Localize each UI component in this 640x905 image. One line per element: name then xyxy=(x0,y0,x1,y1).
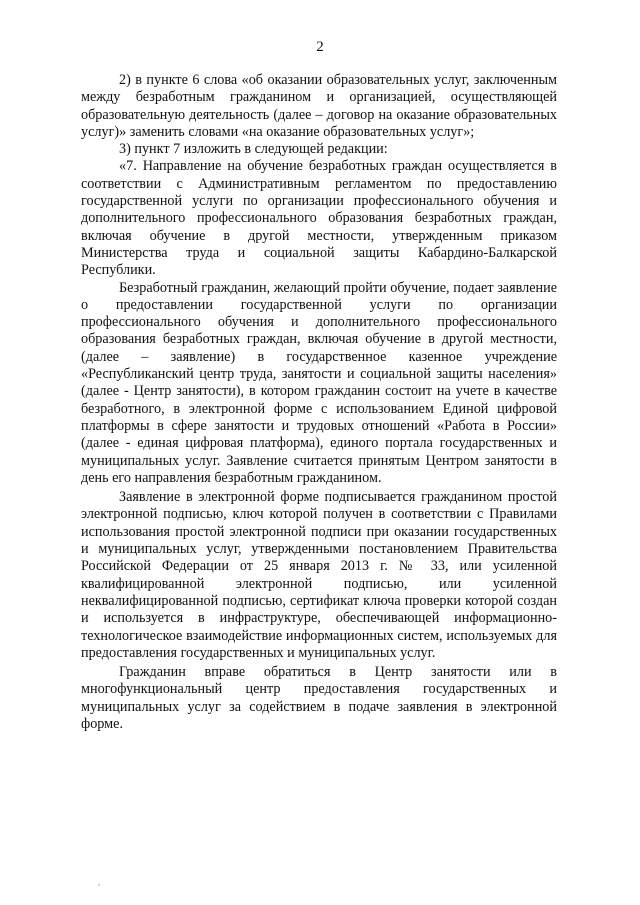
document-body xyxy=(81,72,557,733)
page-number: 2 xyxy=(316,39,324,55)
paragraph-application: Безработный гражданин, желающий пройти обучение, подает заявление о предоставлении государственной услуги по организации профессионального обучения и дополнительного профессионального образования безработных граждан, включая обучение в другой местности, (далее – заявление) в государственное казенное учреждение «Республиканский центр труда, занятости и социальной защиты населения» (далее - Центр занятости), в котором гражданин состоит на учете в качестве безработного, в электронной форме с использованием Единой цифровой платформы в сфере занятости и трудовых отношений «Работа в России» (далее - единая цифровая платформа), единого портала государственных и муниципальных услуг. Заявление считается принятым Центром занятости в день его направления безработным гражданином. xyxy=(81,279,557,486)
paragraph-mfc: Гражданин вправе обратиться в Центр занятости или в многофункциональный центр предоставления государственных и муниципальных услуг за содействием в подаче заявления в электронной форме. xyxy=(81,664,557,732)
scan-mark: , xyxy=(98,878,100,887)
paragraph-point-7: «7. Направление на обучение безработных граждан осуществляется в соответствии с Административным регламентом по предоставлению государственной услуги по организации профессионального обучения и дополнительного профессионального образования безработных граждан, включая обучение в другой местности, утвержденным приказом Министерства труда и социальной защиты Кабардино-Балкарской Республики. xyxy=(81,158,557,279)
paragraph-item-3: 3) пункт 7 изложить в следующей редакции: xyxy=(119,141,388,158)
paragraph-item-2: 2) в пункте 6 слова «об оказании образовательных услуг, заключенным между безработным гражданином и организацией, осуществляющей образовательную деятельность (далее – договор на оказание образовательных услуг)» заменить словами «на оказание образовательных услуг»; xyxy=(81,72,557,140)
paragraph-signature: Заявление в электронной форме подписывается гражданином простой электронной подписью, ключ которой получен в соответствии с Правилами использования простой электронной подписи при оказании государственных и муниципальных услуг, утвержденными постановлением Правительства Российской Федерации от 25 января 2013 г. № 33, или усиленной квалифицированной электронной подписью, или усиленной неквалифицированной подписью, сертификат ключа проверки которой создан и используется в инфраструктуре, обеспечивающей информационно-технологическое взаимодействие информационных систем, используемых для предоставления государственных и муниципальных услуг. xyxy=(81,489,557,661)
